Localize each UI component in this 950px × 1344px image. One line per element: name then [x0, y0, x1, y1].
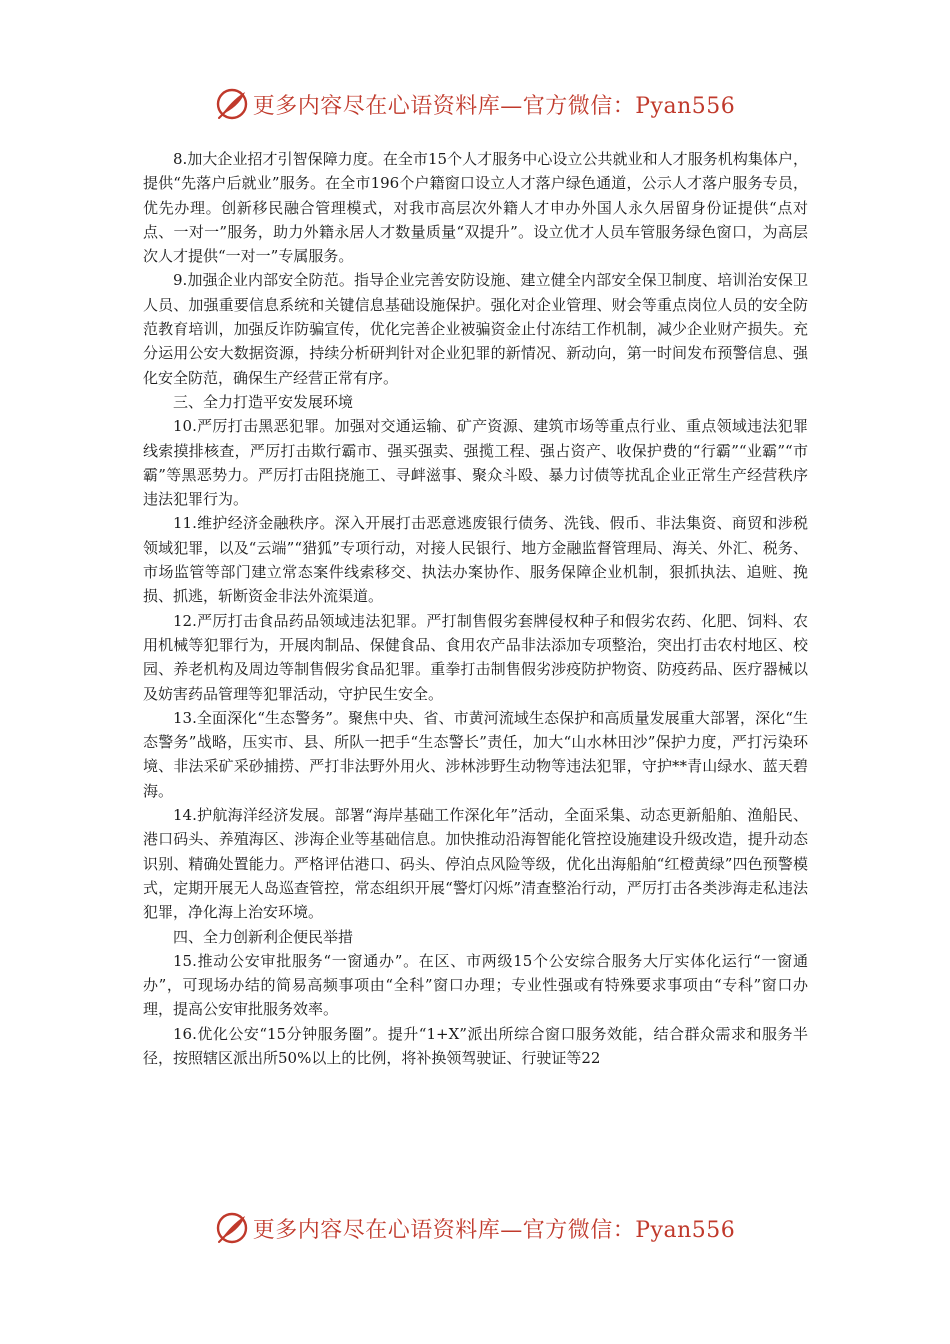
quill-logo-icon: [215, 1211, 249, 1245]
header-banner-text: 更多内容尽在心语资料库—官方微信：Pyan556: [252, 93, 736, 119]
footer-banner-text: 更多内容尽在心语资料库—官方微信：Pyan556: [252, 1217, 736, 1243]
paragraph-item-12: 12.严厉打击食品药品领域违法犯罪。严打制售假劣套牌侵权种子和假劣农药、化肥、饲料、农用机械等犯罪行为，开展肉制品、保健食品、食用农产品非法添加专项整治，突出打击农村地区、校园、养老机构及周边等制售假劣食品犯罪。重拳打击制售假劣涉疫防护物资、防疫药品、医疗器械以及妨害药品管理等犯罪活动，守护民生安全。: [143, 611, 808, 703]
header-banner: [0, 84, 950, 124]
paragraph-item-9: 9.加强企业内部安全防范。指导企业完善安防设施、建立健全内部安全保卫制度、培训治安保卫人员、加强重要信息系统和关键信息基础设施保护。强化对企业管理、财会等重点岗位人员的安全防范教育培训，加强反诈防骗宣传，优化完善企业被骗资金止付冻结工作机制，减少企业财产损失。充分运用公安大数据资源，持续分析研判针对企业犯罪的新情况、新动向，第一时间发布预警信息、强化安全防范，确保生产经营正常有序。: [143, 271, 808, 387]
paragraph-item-10: 10.严厉打击黑恶犯罪。加强对交通运输、矿产资源、建筑市场等重点行业、重点领域违法犯罪线索摸排核查，严厉打击欺行霸市、强买强卖、强揽工程、强占资产、收保护费的“行霸”“业霸”“市霸”等黑恶势力。严厉打击阻挠施工、寻衅滋事、聚众斗殴、暴力讨债等扰乱企业正常生产经营秩序违法犯罪行为。: [143, 417, 808, 509]
paragraph-item-13: 13.全面深化“生态警务”。聚焦中央、省、市黄河流域生态保护和高质量发展重大部署，深化“生态警务”战略，压实市、县、所队一把手“生态警长”责任，加大“山水林田沙”保护力度，严打污染环境、非法采矿采砂捕捞、严打非法野外用火、涉林涉野生动物等违法犯罪，守护**青山绿水、蓝天碧海。: [143, 708, 808, 800]
paragraph-item-14: 14.护航海洋经济发展。部署“海岸基础工作深化年”活动，全面采集、动态更新船舶、渔船民、港口码头、养殖海区、涉海企业等基础信息。加快推动沿海智能化管控设施建设升级改造，提升动态识别、精确处置能力。严格评估港口、码头、停泊点风险等级，优化出海船舶“红橙黄绿”四色预警模式，定期开展无人岛巡查管控，常态组织开展“警灯闪烁”清查整治行动，严厉打击各类涉海走私违法犯罪，净化海上治安环境。: [143, 806, 808, 922]
section-heading-4: 四、全力创新利企便民举措: [173, 927, 354, 946]
quill-logo-icon: [215, 87, 249, 121]
paragraph-item-16: 16.优化公安“15分钟服务圈”。提升“1+X”派出所综合窗口服务效能，结合群众需求和服务半径，按照辖区派出所50%以上的比例，将补换领驾驶证、行驶证等22: [143, 1024, 808, 1067]
paragraph-item-15: 15.推动公安审批服务“一窗通办”。在区、市两级15个公安综合服务大厅实体化运行“一窗通办”，可现场办结的简易高频事项由“全科”窗口办理；专业性强或有特殊要求事项由“专科”窗口办理，提高公安审批服务效率。: [143, 951, 808, 1019]
document-body: [143, 147, 808, 1070]
paragraph-item-8: 8.加大企业招才引智保障力度。在全市15个人才服务中心设立公共就业和人才服务机构集体户，提供“先落户后就业”服务。在全市196个户籍窗口设立人才落户绿色通道，公示人才落户服务专员，优先办理。创新移民融合管理模式，对我市高层次外籍人才申办外国人永久居留身份证提供“点对点、一对一”服务，助力外籍永居人才数量质量“双提升”。设立优才人员车管服务绿色窗口，为高层次人才提供“一对一”专属服务。: [143, 150, 808, 266]
paragraph-item-11: 11.维护经济金融秩序。深入开展打击恶意逃废银行债务、洗钱、假币、非法集资、商贸和涉税领域犯罪，以及“云端”“猎狐”专项行动，对接人民银行、地方金融监督管理局、海关、外汇、税务、市场监管等部门建立常态案件线索移交、执法办案协作、服务保障企业机制，狠抓执法、追赃、挽损、抓逃，斩断资金非法外流渠道。: [143, 514, 808, 606]
section-heading-3: 三、全力打造平安发展环境: [173, 392, 354, 411]
footer-banner: [0, 1208, 950, 1248]
